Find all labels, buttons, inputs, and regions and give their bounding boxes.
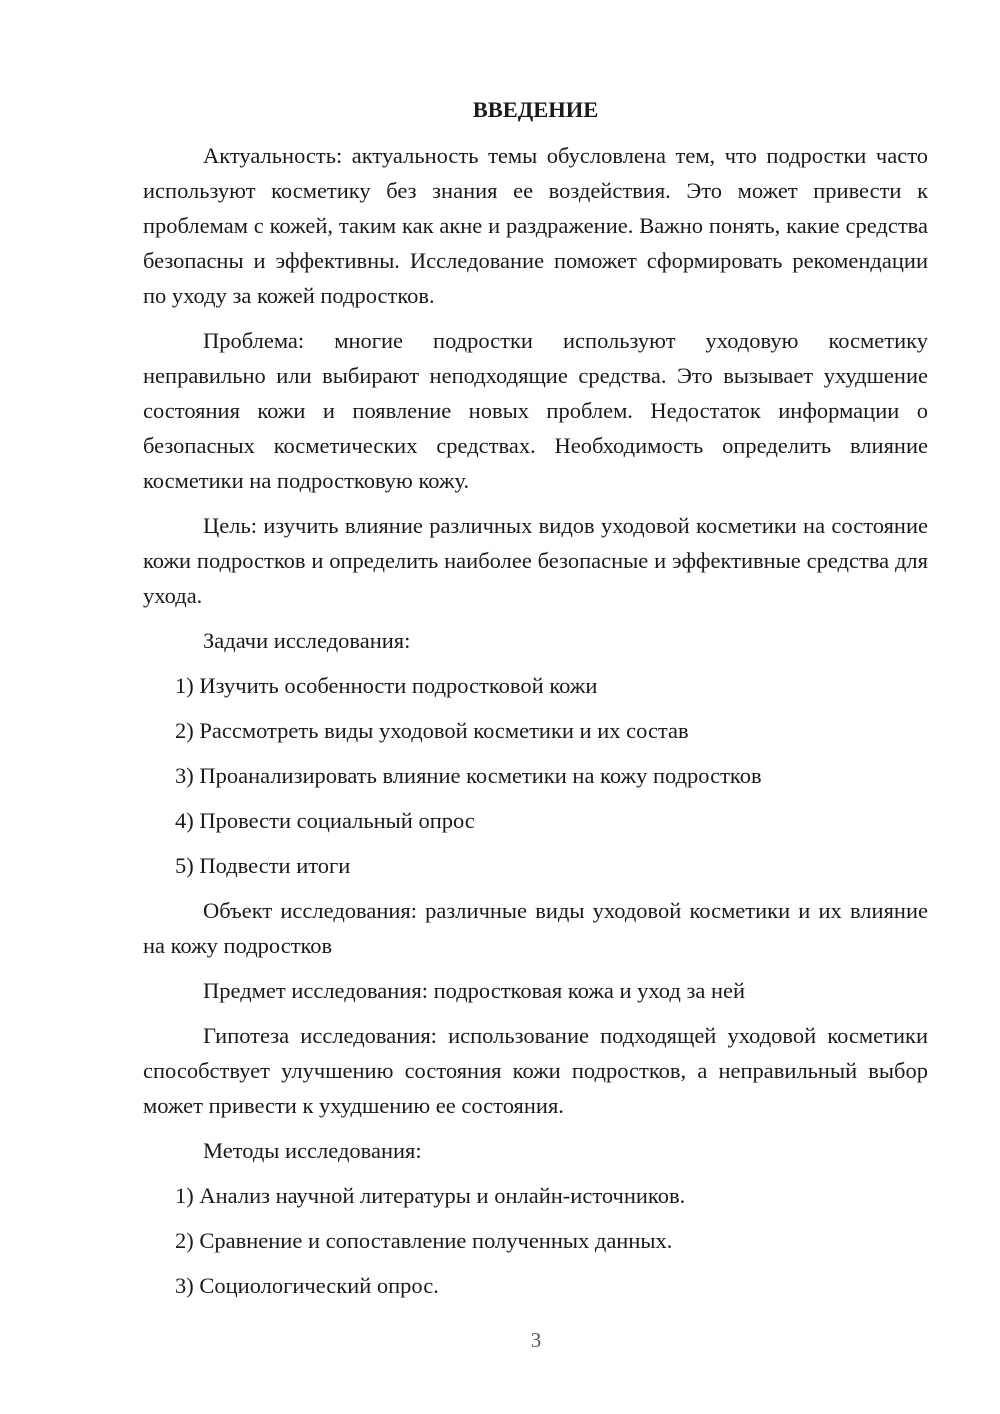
- task-item: 4) Провести социальный опрос: [175, 808, 475, 833]
- page-title: ВВЕДЕНИЕ: [472, 97, 599, 122]
- subject-paragraph: Предмет исследования: подростковая кожа и уход за ней: [203, 978, 746, 1003]
- method-item: 1) Анализ научной литературы и онлайн-источников.: [175, 1183, 686, 1208]
- tasks-heading: Задачи исследования:: [203, 628, 411, 653]
- goal-paragraph: Цель: изучить влияние различных видов уходовой косметики на состояние кожи подростков и определить наиболее безопасные и эффективные средства для ухода.: [143, 513, 928, 608]
- hypothesis-paragraph: Гипотеза исследования: использование подходящей уходовой косметики способствует улучшению состояния кожи подростков, а неправильный выбор может привести к ухудшению ее состояния.: [143, 1023, 928, 1118]
- relevance-paragraph: Актуальность: актуальность темы обусловлена тем, что подростки часто используют косметику без знания ее воздействия. Это может привести к проблемам с кожей, таким как акне и раздражение. Важно понять, какие средства безопасны и эффективны. Исследование поможет сформировать рекомендации по уходу за кожей подростков.: [143, 143, 928, 308]
- method-item: 3) Социологический опрос.: [175, 1273, 439, 1298]
- task-item: 1) Изучить особенности подростковой кожи: [175, 673, 598, 698]
- methods-heading: Методы исследования:: [203, 1138, 422, 1163]
- problem-paragraph: Проблема: многие подростки используют уходовую косметику неправильно или выбирают неподходящие средства. Это вызывает ухудшение состояния кожи и появление новых проблем. Недостаток информации о безопасных косметических средствах. Необходимость определить влияние косметики на подростковую кожу.: [143, 328, 928, 493]
- task-item: 3) Проанализировать влияние косметики на кожу подростков: [175, 763, 762, 788]
- page-number: 3: [530, 1328, 542, 1352]
- tasks-list: [143, 668, 928, 883]
- task-item: 2) Рассмотреть виды уходовой косметики и их состав: [175, 718, 689, 743]
- document-page: [143, 92, 928, 1313]
- method-item: 2) Сравнение и сопоставление полученных данных.: [175, 1228, 673, 1253]
- object-paragraph: Объект исследования: различные виды уходовой косметики и их влияние на кожу подростков: [143, 898, 928, 958]
- methods-list: [143, 1178, 928, 1303]
- task-item: 5) Подвести итоги: [175, 853, 351, 878]
